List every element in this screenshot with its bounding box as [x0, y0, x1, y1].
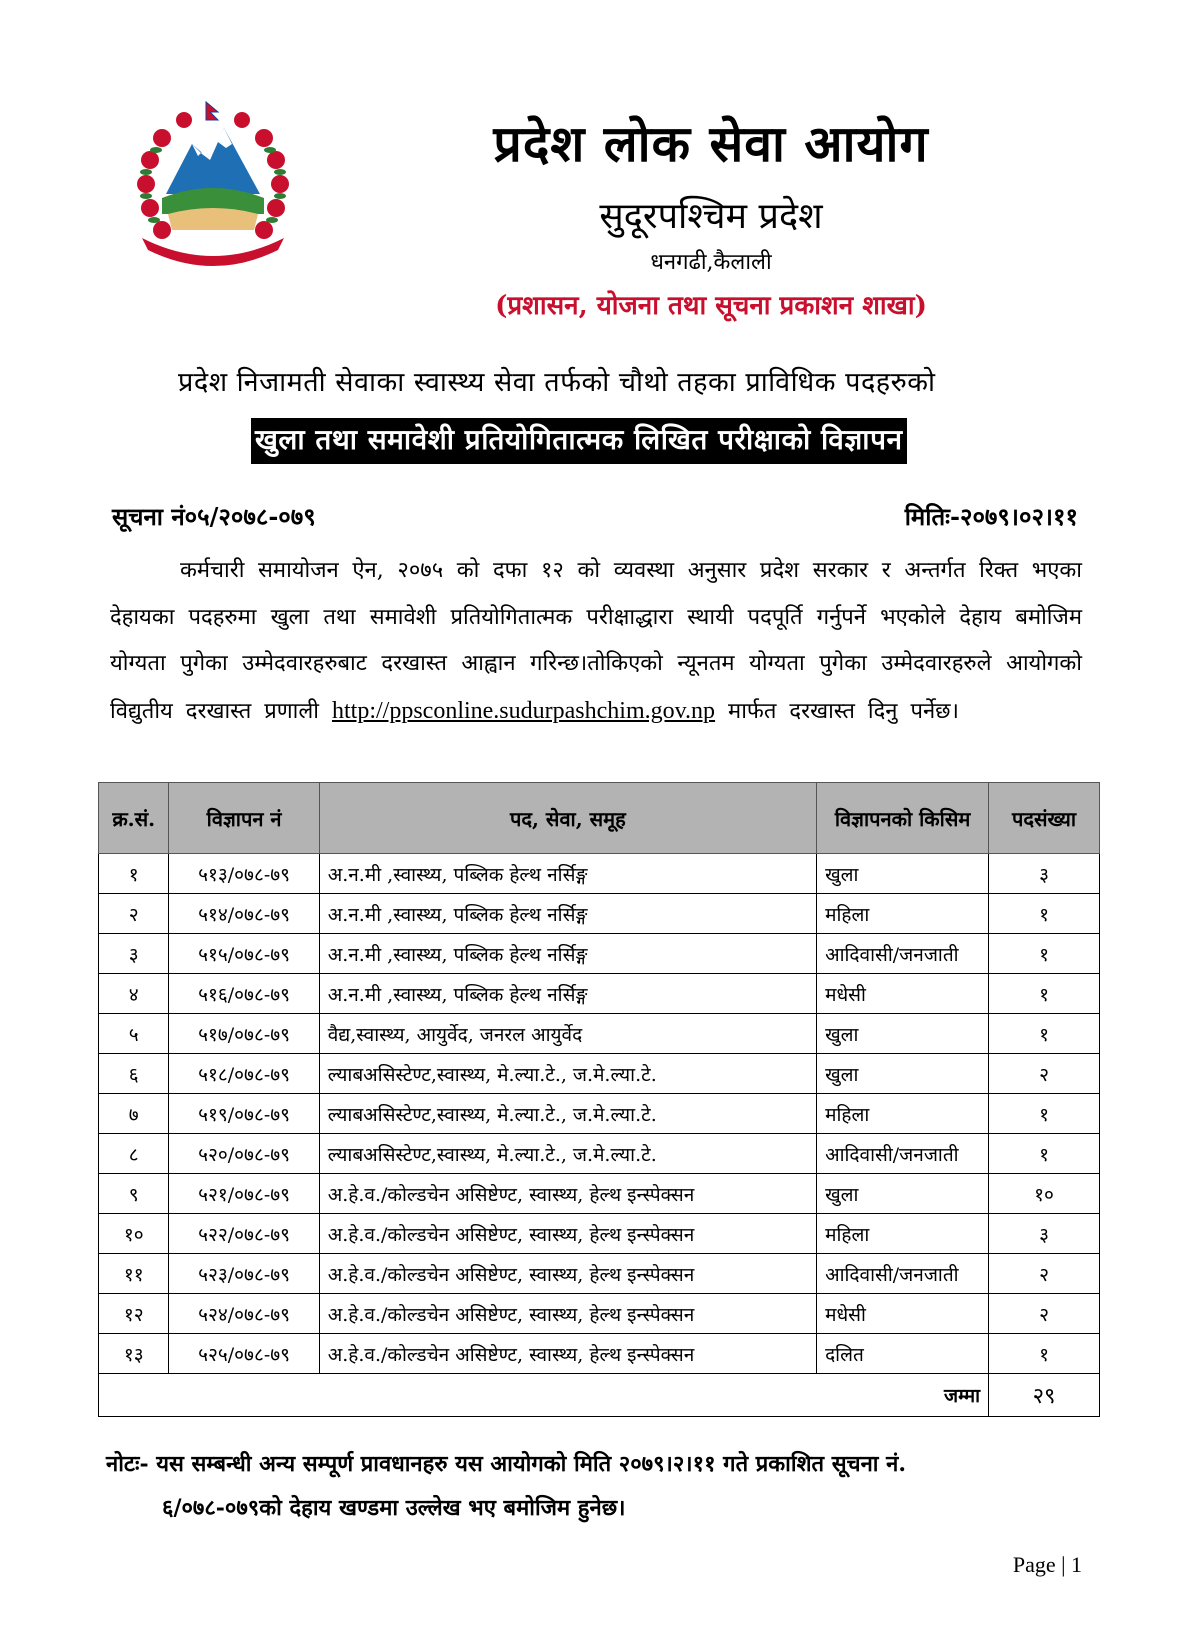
- cell-post: अ.हे.व./कोल्डचेन असिष्टेण्ट, स्वास्थ्य, हेल्थ इन्स्पेक्सन: [319, 1214, 816, 1254]
- application-url-link[interactable]: http://ppsconline.sudurpashchim.gov.np: [331, 697, 716, 724]
- table-row: [99, 1334, 1100, 1374]
- table-row: [99, 1094, 1100, 1134]
- cell-post: अ.न.मी ,स्वास्थ्य, पब्लिक हेल्थ नर्सिङ्ग: [319, 894, 816, 934]
- cell-sn: १३: [99, 1334, 169, 1374]
- cell-sn: ९: [99, 1174, 169, 1214]
- note-line1: नोटः- यस सम्बन्धी अन्य सम्पूर्ण प्रावधानहरु यस आयोगको मिति २०७९।२।११ गते प्रकाशित सूचना नं.: [106, 1451, 907, 1477]
- table-row: [99, 854, 1100, 894]
- cell-type: आदिवासी/जनजाती: [817, 1134, 989, 1174]
- total-value: २९: [989, 1374, 1100, 1417]
- cell-sn: १२: [99, 1294, 169, 1334]
- cell-type: दलित: [817, 1334, 989, 1374]
- cell-ad-no: ५१३/०७८-७९: [169, 854, 319, 894]
- cell-sn: २: [99, 894, 169, 934]
- note-line2: ६/०७८-०७९को देहाय खण्डमा उल्लेख भए बमोजिम हुनेछ।: [162, 1495, 626, 1521]
- cell-type: आदिवासी/जनजाती: [817, 934, 989, 974]
- header-sn: क्र.सं.: [99, 783, 169, 854]
- cell-post: अ.न.मी ,स्वास्थ्य, पब्लिक हेल्थ नर्सिङ्ग: [319, 974, 816, 1014]
- cell-count: १: [989, 1014, 1100, 1054]
- cell-ad-no: ५२०/०७८-७९: [169, 1134, 319, 1174]
- table-row: [99, 894, 1100, 934]
- table-row: [99, 1014, 1100, 1054]
- cell-type: महिला: [817, 1094, 989, 1134]
- cell-sn: ६: [99, 1054, 169, 1094]
- notice-subject-line2: खुला तथा समावेशी प्रतियोगितात्मक लिखित परीक्षाको विज्ञापन: [251, 418, 907, 464]
- cell-count: १: [989, 894, 1100, 934]
- cell-post: अ.न.मी ,स्वास्थ्य, पब्लिक हेल्थ नर्सिङ्ग: [319, 934, 816, 974]
- cell-ad-no: ५१९/०७८-७९: [169, 1094, 319, 1134]
- cell-post: अ.हे.व./कोल्डचेन असिष्टेण्ट, स्वास्थ्य, हेल्थ इन्स्पेक्सन: [319, 1254, 816, 1294]
- province-name: सुदूरपश्चिम प्रदेश: [599, 196, 823, 237]
- cell-ad-no: ५१५/०७८-७९: [169, 934, 319, 974]
- cell-ad-no: ५१७/०७८-७९: [169, 1014, 319, 1054]
- cell-count: २: [989, 1294, 1100, 1334]
- table-header-row: [99, 783, 1100, 854]
- note-section: [106, 1442, 1086, 1530]
- cell-sn: ३: [99, 934, 169, 974]
- table-row: [99, 1214, 1100, 1254]
- cell-ad-no: ५१४/०७८-७९: [169, 894, 319, 934]
- cell-sn: ५: [99, 1014, 169, 1054]
- cell-post: ल्याबअसिस्टेण्ट,स्वास्थ्य, मे.ल्या.टे., ज.मे.ल्या.टे.: [319, 1054, 816, 1094]
- cell-ad-no: ५१६/०७८-७९: [169, 974, 319, 1014]
- cell-post: अ.हे.व./कोल्डचेन असिष्टेण्ट, स्वास्थ्य, हेल्थ इन्स्पेक्सन: [319, 1174, 816, 1214]
- table-row: [99, 1134, 1100, 1174]
- page-number: Page | 1: [1012, 1552, 1082, 1577]
- cell-sn: ११: [99, 1254, 169, 1294]
- cell-ad-no: ५२२/०७८-७९: [169, 1214, 319, 1254]
- cell-sn: ८: [99, 1134, 169, 1174]
- branch-name: (प्रशासन, योजना तथा सूचना प्रकाशन शाखा): [495, 291, 927, 321]
- cell-ad-no: ५२३/०७८-७९: [169, 1254, 319, 1294]
- cell-post: अ.हे.व./कोल्डचेन असिष्टेण्ट, स्वास्थ्य, हेल्थ इन्स्पेक्सन: [319, 1294, 816, 1334]
- cell-count: ३: [989, 1214, 1100, 1254]
- cell-post: ल्याबअसिस्टेण्ट,स्वास्थ्य, मे.ल्या.टे., ज.मे.ल्या.टे.: [319, 1094, 816, 1134]
- cell-ad-no: ५२४/०७८-७९: [169, 1294, 319, 1334]
- table-row: [99, 1054, 1100, 1094]
- header-ad-no: विज्ञापन नं: [169, 783, 319, 854]
- cell-type: महिला: [817, 894, 989, 934]
- header-count: पदसंख्या: [989, 783, 1100, 854]
- notice-number: सूचना नं०५/२०७८-०७९: [112, 502, 316, 531]
- cell-type: खुला: [817, 1054, 989, 1094]
- table-row: [99, 1254, 1100, 1294]
- vacancy-table: [98, 782, 1100, 1417]
- header-post: पद, सेवा, समूह: [319, 783, 816, 854]
- cell-type: खुला: [817, 854, 989, 894]
- table-row: [99, 1294, 1100, 1334]
- cell-count: १: [989, 934, 1100, 974]
- table-row: [99, 1174, 1100, 1214]
- cell-ad-no: ५२१/०७८-७९: [169, 1174, 319, 1214]
- cell-post: ल्याबअसिस्टेण्ट,स्वास्थ्य, मे.ल्या.टे., ज.मे.ल्या.टे.: [319, 1134, 816, 1174]
- cell-type: आदिवासी/जनजाती: [817, 1254, 989, 1294]
- table-row: [99, 934, 1100, 974]
- cell-sn: ४: [99, 974, 169, 1014]
- cell-count: २: [989, 1254, 1100, 1294]
- cell-type: खुला: [817, 1174, 989, 1214]
- office-location: धनगढी,कैलाली: [650, 250, 772, 275]
- notice-body: [110, 548, 1082, 735]
- table-total-row: [99, 1374, 1100, 1417]
- cell-count: १: [989, 1134, 1100, 1174]
- notice-body-text: कर्मचारी समायोजन ऐन, २०७५ को दफा १२ को व्यवस्था अनुसार प्रदेश सरकार र अन्तर्गत रिक्त भएका देहायका पदहरुमा खुला तथा समावेशी प्रतियोगितात्मक परीक्षाद्धारा स्थायी पदपूर्ति गर्नुपर्ने भएकोले देहाय बमोजिम योग्यता पुगेका उम्मेदवारहरुबाट दरखास्त आह्वान गरिन्छ।तोकिएको न्यूनतम योग्यता पुगेका उम्मेदवारहरुले आयोगको विद्युतीय दरखास्त प्रणाली: [110, 558, 1082, 724]
- total-label: जम्मा: [99, 1374, 989, 1417]
- organization-title: प्रदेश लोक सेवा आयोग: [493, 114, 929, 173]
- cell-type: मधेसी: [817, 974, 989, 1014]
- cell-post: अ.हे.व./कोल्डचेन असिष्टेण्ट, स्वास्थ्य, हेल्थ इन्स्पेक्सन: [319, 1334, 816, 1374]
- cell-post: वैद्य,स्वास्थ्य, आयुर्वेद, जनरल आयुर्वेद: [319, 1014, 816, 1054]
- cell-count: १०: [989, 1174, 1100, 1214]
- cell-count: १: [989, 1334, 1100, 1374]
- cell-ad-no: ५२५/०७८-७९: [169, 1334, 319, 1374]
- cell-count: १: [989, 1094, 1100, 1134]
- header-type: विज्ञापनको किसिम: [817, 783, 989, 854]
- cell-sn: १०: [99, 1214, 169, 1254]
- notice-body-end: मार्फत दरखास्त दिनु पर्नेछ।: [715, 698, 959, 724]
- cell-count: १: [989, 974, 1100, 1014]
- cell-ad-no: ५१८/०७८-७९: [169, 1054, 319, 1094]
- cell-count: ३: [989, 854, 1100, 894]
- cell-type: खुला: [817, 1014, 989, 1054]
- cell-type: मधेसी: [817, 1294, 989, 1334]
- cell-count: २: [989, 1054, 1100, 1094]
- cell-post: अ.न.मी ,स्वास्थ्य, पब्लिक हेल्थ नर्सिङ्ग: [319, 854, 816, 894]
- cell-type: महिला: [817, 1214, 989, 1254]
- notice-date: मितिः-२०७९।०२।११: [904, 502, 1078, 531]
- notice-subject-line1: प्रदेश निजामती सेवाका स्वास्थ्य सेवा तर्फको चौथो तहका प्राविधिक पदहरुको: [178, 367, 936, 398]
- table-row: [99, 974, 1100, 1014]
- cell-sn: ७: [99, 1094, 169, 1134]
- cell-sn: १: [99, 854, 169, 894]
